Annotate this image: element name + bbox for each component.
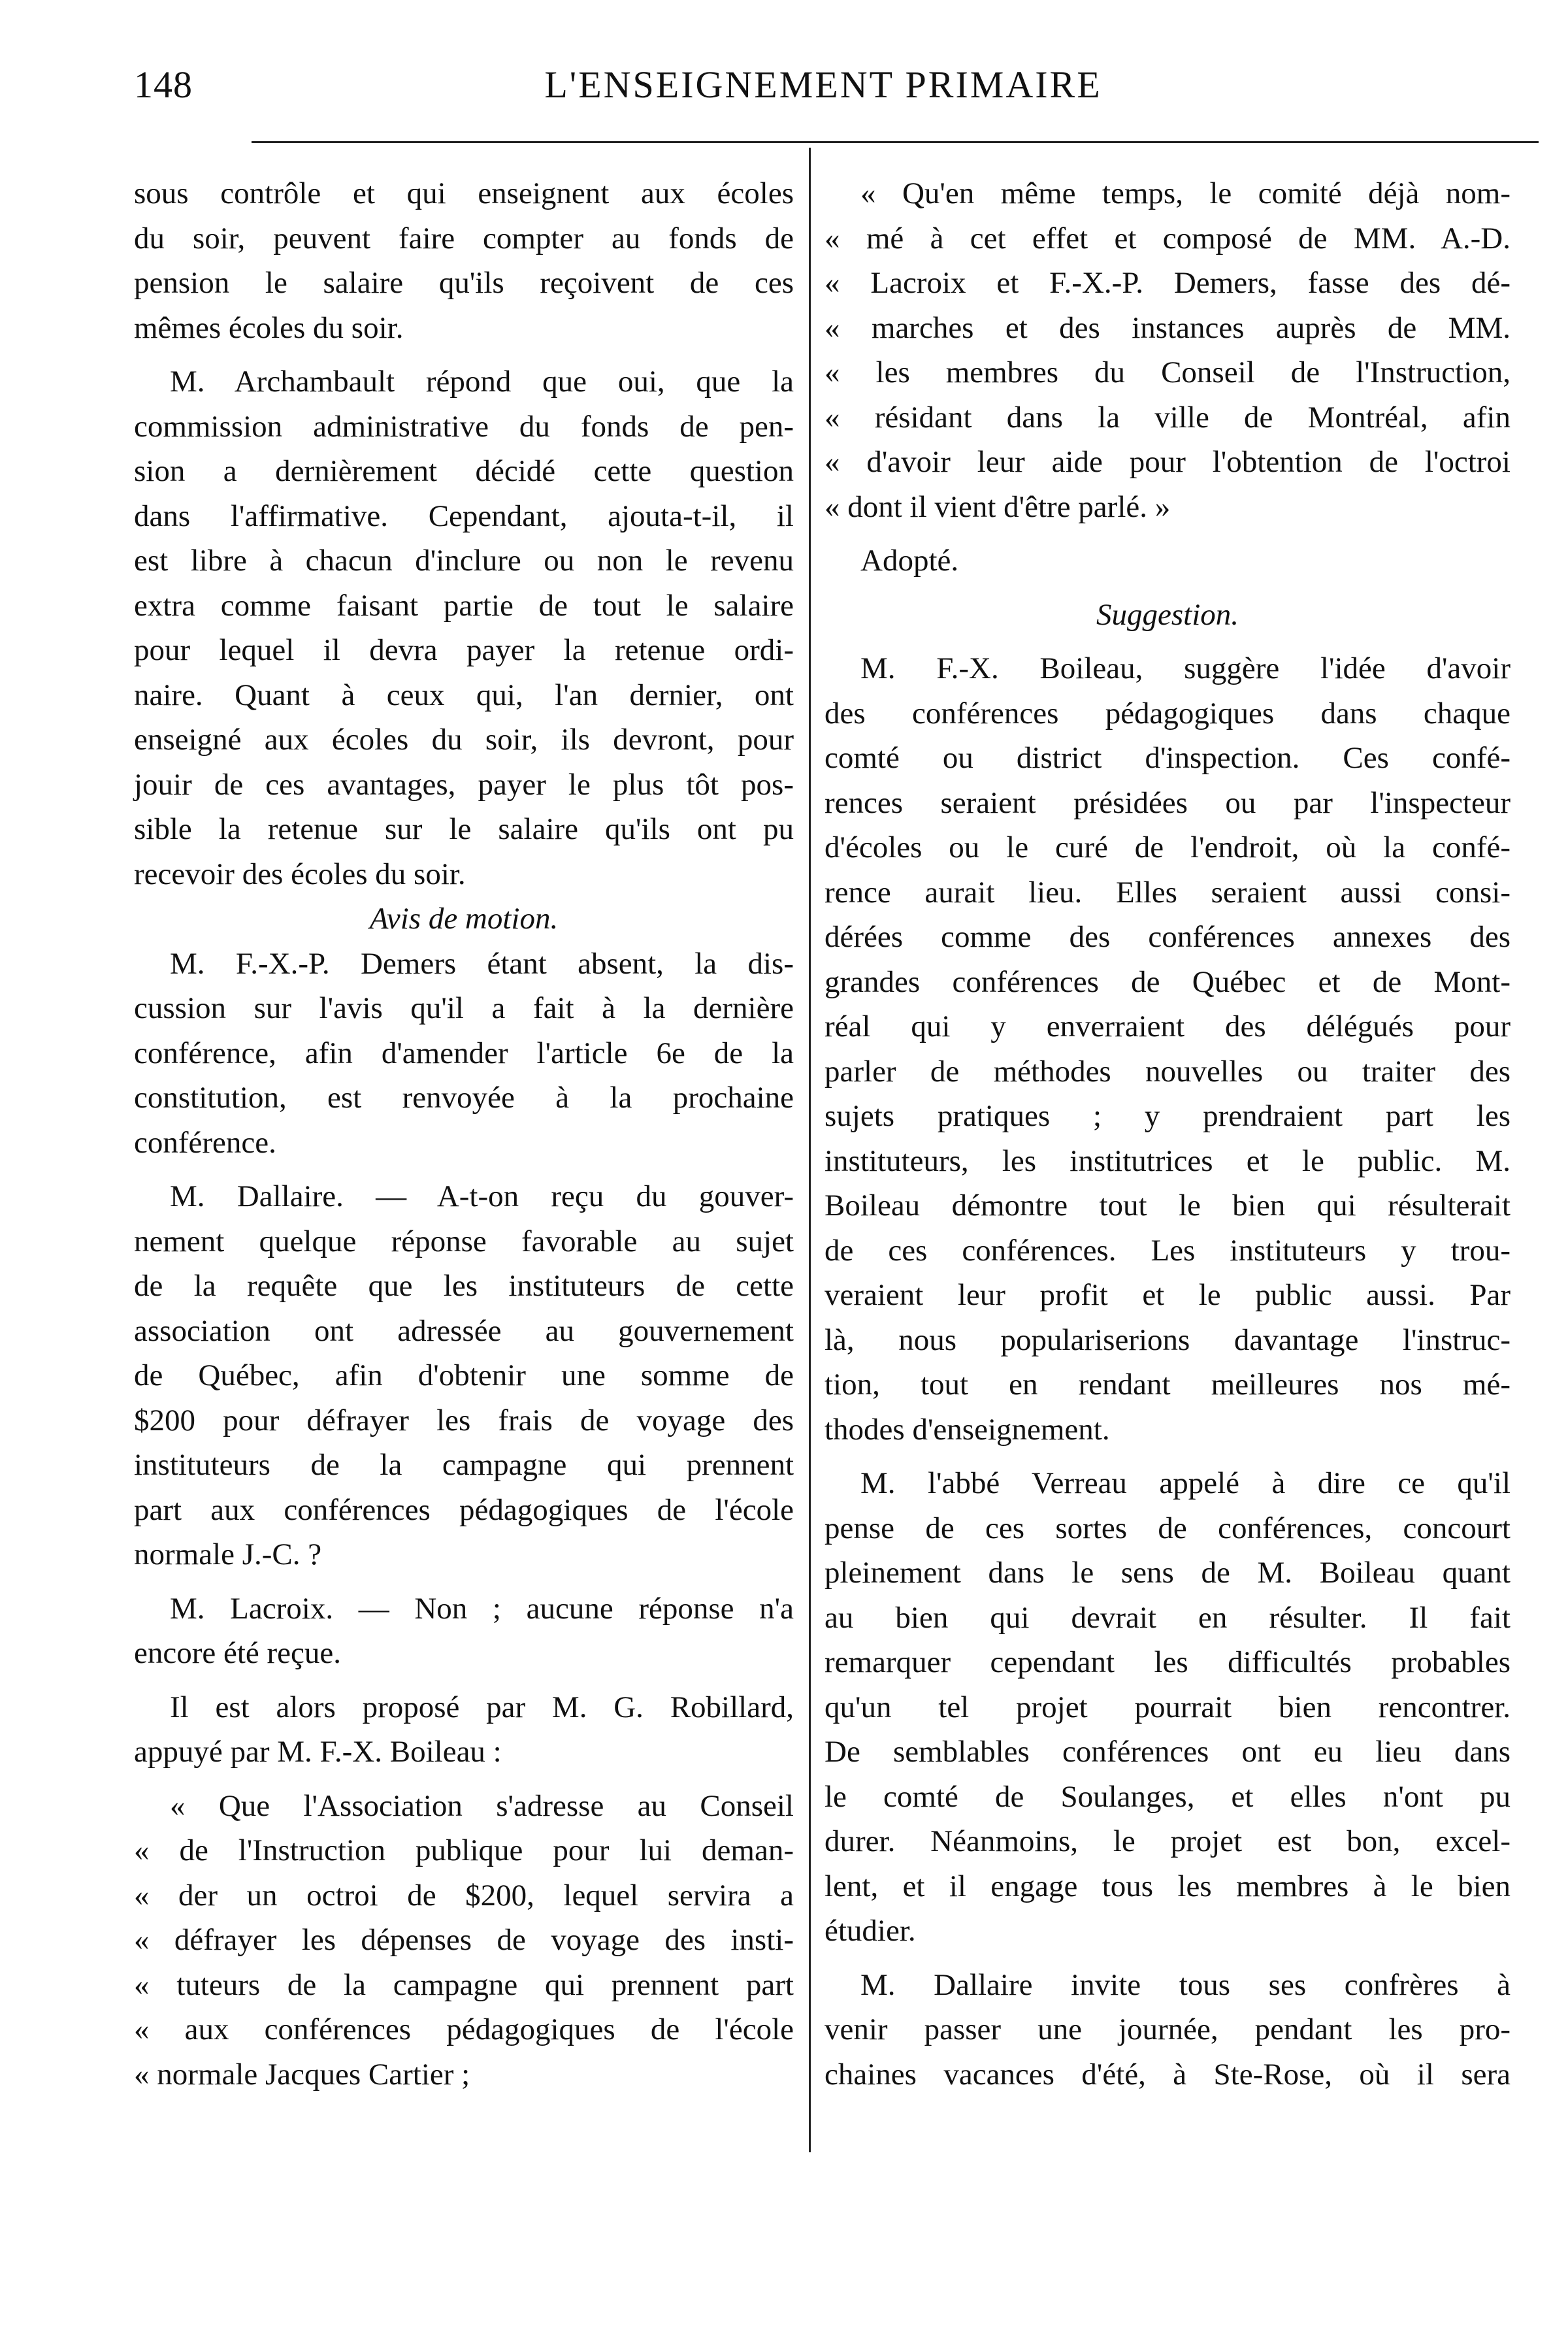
text-line: rence aurait lieu. Elles seraient aussi consi- xyxy=(825,875,1511,910)
paragraph-gap xyxy=(825,1954,1511,1963)
text-line: de la requête que les instituteurs de cette xyxy=(134,1269,794,1303)
text-line: Boileau démontre tout le bien qui résulterait xyxy=(825,1189,1511,1223)
text-line: comté ou district d'inspection. Ces confé- xyxy=(825,741,1511,775)
paragraph-gap xyxy=(825,583,1511,593)
text-line: chaines vacances d'été, à Ste-Rose, où il sera xyxy=(825,2057,1511,2092)
text-line: « marches et des instances auprès de MM. xyxy=(825,310,1511,345)
text-line: M. Lacroix. — Non ; aucune réponse n'a xyxy=(170,1591,794,1626)
text-line: « de l'Instruction publique pour lui deman- xyxy=(134,1833,794,1867)
text-line: naire. Quant à ceux qui, l'an dernier, ont xyxy=(134,678,794,712)
text-line: M. l'abbé Verreau appelé à dire ce qu'il xyxy=(860,1466,1511,1500)
text-line: instituteurs de la campagne qui prennent xyxy=(134,1448,794,1482)
running-title: L'ENSEIGNEMENT PRIMAIRE xyxy=(544,63,1102,106)
paragraph-gap xyxy=(134,350,794,359)
text-line: pour lequel il devra payer la retenue ordi- xyxy=(134,633,794,667)
text-line: sible la retenue sur le salaire qu'ils ont pu xyxy=(134,812,794,846)
text-line: « tuteurs de la campagne qui prennent part xyxy=(134,1967,794,2002)
text-line: « mé à cet effet et composé de MM. A.-D. xyxy=(825,221,1511,255)
text-line: Il est alors proposé par M. G. Robillard, xyxy=(170,1690,794,1724)
paragraph-gap xyxy=(134,1165,794,1174)
text-line: réal qui y enverraient des délégués pour xyxy=(825,1009,1511,1043)
text-line: M. F.-X. Boileau, suggère l'idée d'avoir xyxy=(860,651,1511,685)
text-line: M. Dallaire invite tous ses confrères à xyxy=(860,1967,1511,2002)
text-line: sujets pratiques ; y prendraient part les xyxy=(825,1099,1511,1133)
text-line: de Québec, afin d'obtenir une somme de xyxy=(134,1358,794,1392)
column-divider xyxy=(809,148,811,2152)
text-line: lent, et il engage tous les membres à le bien xyxy=(825,1869,1511,1903)
text-line: encore été reçue. xyxy=(134,1636,341,1670)
text-line: venir passer une journée, pendant les pro- xyxy=(825,2012,1511,2046)
text-line: extra comme faisant partie de tout le salaire xyxy=(134,588,794,623)
text-line: « normale Jacques Cartier ; xyxy=(134,2057,470,2092)
text-line: cussion sur l'avis qu'il a fait à la dernière xyxy=(134,991,794,1025)
text-line: « les membres du Conseil de l'Instruction, xyxy=(825,355,1511,389)
text-line: De semblables conférences ont eu lieu dans xyxy=(825,1735,1511,1769)
text-line: grandes conférences de Québec et de Mont- xyxy=(825,964,1511,999)
text-line: d'écoles ou le curé de l'endroit, où la confé- xyxy=(825,830,1511,864)
text-line: le comté de Soulanges, et elles n'ont pu xyxy=(825,1779,1511,1814)
text-line: enseigné aux écoles du soir, ils devront, pour xyxy=(134,723,794,757)
text-line: commission administrative du fonds de pen- xyxy=(134,409,794,444)
text-line: étudier. xyxy=(825,1914,916,1948)
text-line: parler de méthodes nouvelles ou traiter des xyxy=(825,1054,1511,1089)
text-line: dans l'affirmative. Cependant, ajouta-t-il, il xyxy=(134,499,794,533)
text-line: M. F.-X.-P. Demers étant absent, la dis- xyxy=(170,946,794,981)
text-line: M. Dallaire. — A-t-on reçu du gouver- xyxy=(170,1179,794,1213)
text-line: M. Archambault répond que oui, que la xyxy=(170,365,794,399)
text-line: part aux conférences pédagogiques de l'école xyxy=(134,1492,794,1527)
text-line: thodes d'enseignement. xyxy=(825,1412,1110,1447)
paragraph-gap xyxy=(825,529,1511,538)
text-line: qu'un tel projet pourrait bien rencontrer. xyxy=(825,1690,1511,1724)
text-line: des conférences pédagogiques dans chaque xyxy=(825,696,1511,730)
text-line: appuyé par M. F.-X. Boileau : xyxy=(134,1735,502,1769)
text-line: est libre à chacun d'inclure ou non le revenu xyxy=(134,544,794,578)
text-line: association ont adressée au gouvernement xyxy=(134,1313,794,1348)
text-line: « défrayer les dépenses de voyage des insti- xyxy=(134,1923,794,1957)
text-line: sion a dernièrement décidé cette question xyxy=(134,454,794,488)
text-line: dérées comme des conférences annexes des xyxy=(825,920,1511,954)
text-line: pension le salaire qu'ils reçoivent de ces xyxy=(134,266,794,300)
text-line: « dont il vient d'être parlé. » xyxy=(825,489,1171,524)
text-line: « résidant dans la ville de Montréal, afin xyxy=(825,400,1511,435)
text-line: au bien qui devrait en résulter. Il fait xyxy=(825,1600,1511,1635)
text-line: remarquer cependant les difficultés probables xyxy=(825,1645,1511,1679)
paragraph-gap xyxy=(134,1676,794,1685)
text-line: du soir, peuvent faire compter au fonds de xyxy=(134,221,794,255)
page-number: 148 xyxy=(134,63,193,106)
left-column xyxy=(134,171,794,2097)
page-header xyxy=(134,63,1512,122)
section-heading: Avis de motion. xyxy=(369,902,559,936)
text-line: durer. Néanmoins, le projet est bon, excel- xyxy=(825,1824,1511,1858)
text-line: veraient leur profit et le public aussi. Par xyxy=(825,1278,1511,1312)
text-line: nement quelque réponse favorable au sujet xyxy=(134,1224,794,1258)
right-column xyxy=(825,171,1511,2097)
paragraph-gap xyxy=(134,1577,794,1586)
text-line: constitution, est renvoyée à la prochaine xyxy=(134,1081,794,1115)
text-line: mêmes écoles du soir. xyxy=(134,310,404,345)
text-line: « d'avoir leur aide pour l'obtention de l'octroi xyxy=(825,445,1511,479)
header-rule xyxy=(252,141,1539,143)
text-line: $200 pour défrayer les frais de voyage des xyxy=(134,1403,794,1437)
text-line: « aux conférences pédagogiques de l'école xyxy=(134,2012,794,2046)
paragraph-gap xyxy=(134,1775,794,1784)
text-line: pense de ces sortes de conférences, concourt xyxy=(825,1511,1511,1545)
text-line: « der un octroi de $200, lequel servira a xyxy=(134,1878,794,1912)
text-line: de ces conférences. Les instituteurs y trou- xyxy=(825,1233,1511,1268)
text-line: conférence. xyxy=(134,1125,276,1160)
paragraph-gap xyxy=(825,637,1511,646)
text-line: jouir de ces avantages, payer le plus tôt pos- xyxy=(134,767,794,802)
text-line: là, nous populariserions davantage l'instruc- xyxy=(825,1322,1511,1357)
text-line: Adopté. xyxy=(860,544,959,578)
section-heading: Suggestion. xyxy=(1096,597,1239,632)
text-line: normale J.-C. ? xyxy=(134,1537,322,1571)
text-line: « Lacroix et F.-X.-P. Demers, fasse des dé- xyxy=(825,266,1511,300)
text-line: « Qu'en même temps, le comité déjà nom- xyxy=(860,176,1511,210)
text-line: « Que l'Association s'adresse au Conseil xyxy=(170,1788,794,1823)
text-line: tion, tout en rendant meilleures nos mé- xyxy=(825,1368,1511,1402)
text-line: rences seraient présidées ou par l'inspecteur xyxy=(825,785,1511,820)
text-line: pleinement dans le sens de M. Boileau quant xyxy=(825,1556,1511,1590)
paragraph-gap xyxy=(825,1452,1511,1461)
text-line: recevoir des écoles du soir. xyxy=(134,857,466,891)
text-line: sous contrôle et qui enseignent aux écoles xyxy=(134,176,794,210)
text-line: instituteurs, les institutrices et le public. M. xyxy=(825,1143,1511,1178)
text-line: conférence, afin d'amender l'article 6e de la xyxy=(134,1036,794,1070)
